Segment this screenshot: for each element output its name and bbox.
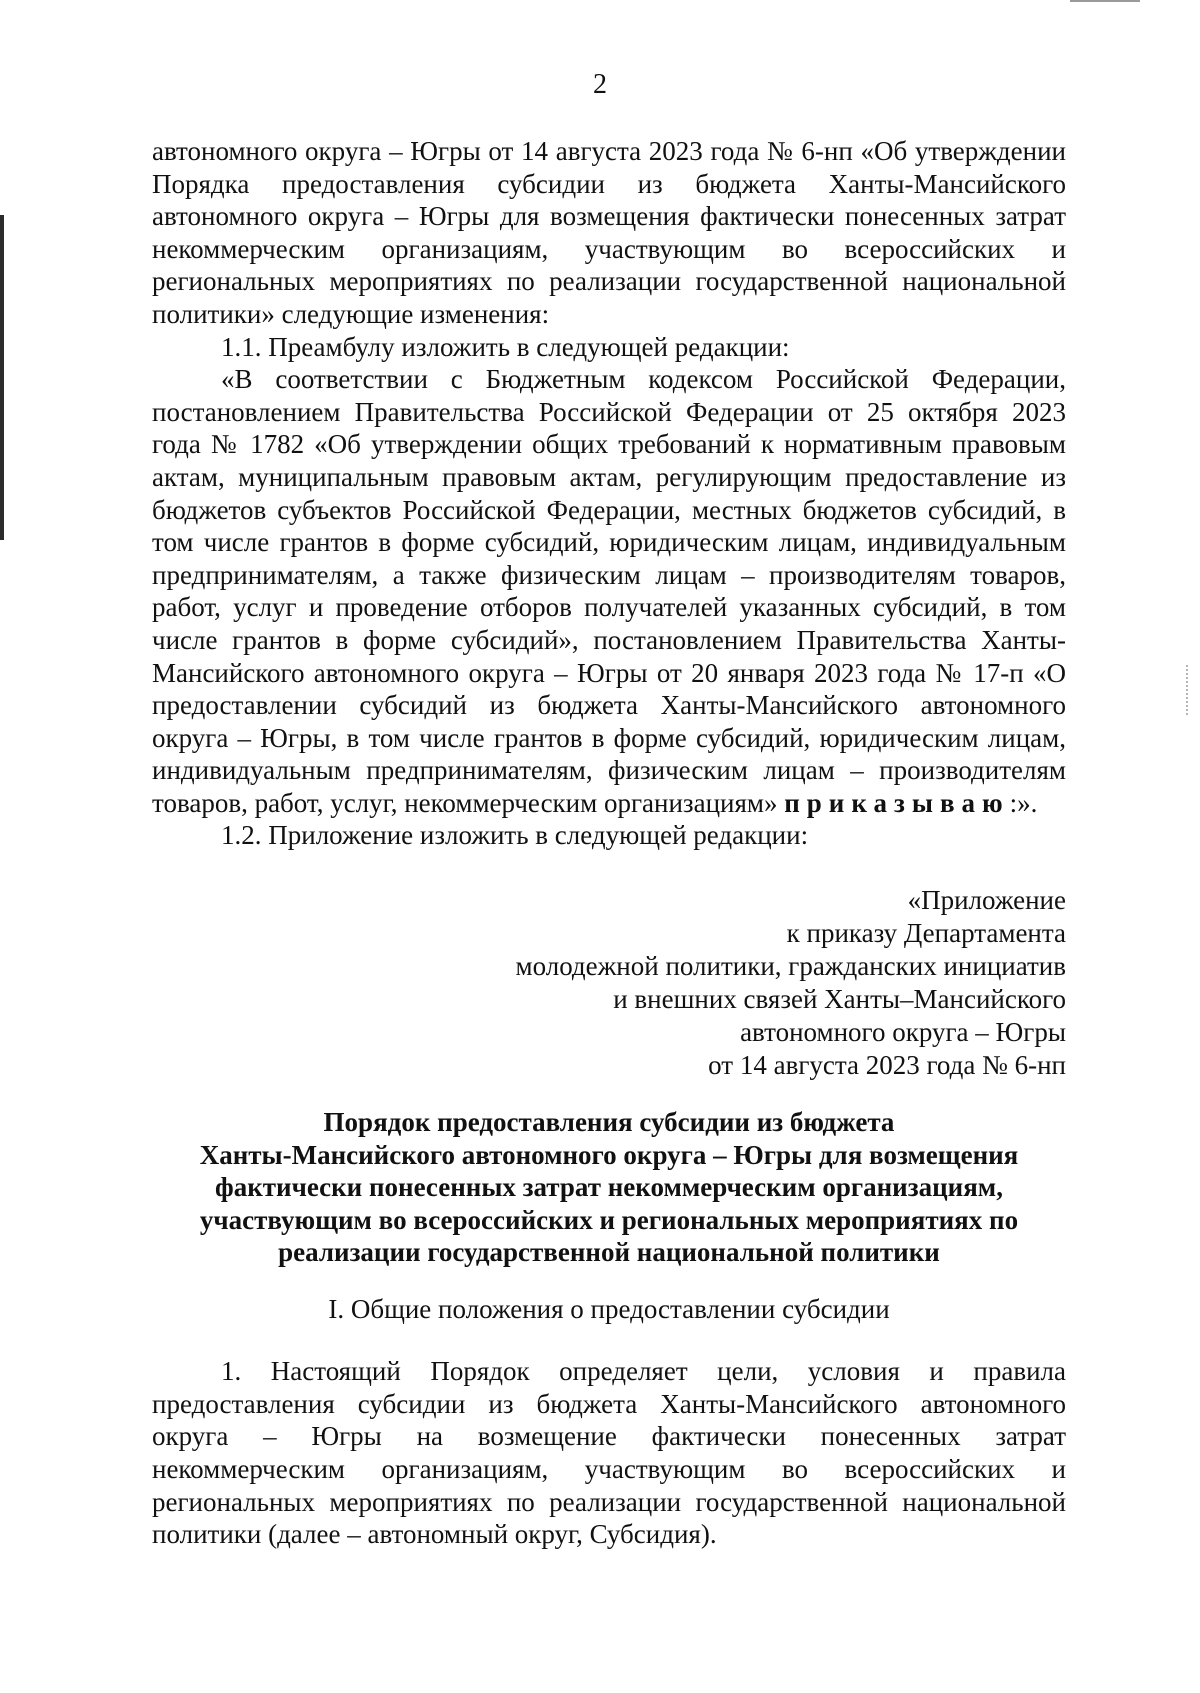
annex-line: и внешних связей Ханты–Мансийского bbox=[613, 984, 1066, 1015]
amendment-intro-paragraph: автономного округа – Югры от 14 августа 2023 года № 6-нп «Об утверждении Порядка предоставления субсидии из бюджета Ханты-Мансийского автономного округа – Югры для возмещения фактически понесенных затрат некоммерческим организациям, участвующим во всероссийских и региональных мероприятиях по реализации государственной национальной политики» следующие изменения: bbox=[152, 136, 1066, 329]
scan-edge-mark-top bbox=[1070, 0, 1140, 2]
order-word: приказываю bbox=[784, 787, 1010, 818]
title-line: Порядок предоставления субсидии из бюджета bbox=[323, 1107, 895, 1138]
scan-edge-mark-right bbox=[1186, 665, 1190, 715]
annex-line: от 14 августа 2023 года № 6-нп bbox=[708, 1050, 1066, 1081]
document-body bbox=[152, 135, 1066, 1551]
document-title bbox=[152, 1106, 1066, 1269]
annex-line: автономного округа – Югры bbox=[740, 1017, 1066, 1048]
title-line: Ханты-Мансийского автономного округа – Югры для возмещения bbox=[199, 1139, 1019, 1170]
title-line: фактически понесенных затрат некоммерческим организациям, bbox=[215, 1172, 1003, 1203]
title-line: реализации государственной национальной политики bbox=[278, 1237, 940, 1268]
item-1-1-paragraph: 1.1. Преамбулу изложить в следующей редакции: bbox=[221, 331, 790, 362]
page-number: 2 bbox=[593, 69, 607, 100]
annex-line: «Приложение bbox=[907, 885, 1066, 916]
scan-edge-mark-left bbox=[0, 215, 4, 540]
title-line: участвующим во всероссийских и региональных мероприятиях по bbox=[199, 1204, 1019, 1235]
section-heading: I. Общие положения о предоставлении субсидии bbox=[328, 1293, 890, 1324]
annex-header bbox=[152, 884, 1066, 1082]
preamble-text: «В соответствии с Бюджетным кодексом Российской Федерации, постановлением Правительства Российской Федерации от 25 октября 2023 года № 1782 «Об утверждении общих требований к нормативным правовым актам, муниципальным правовым актам, регулирующим предоставление из бюджетов субъектов Российской Федерации, местных бюджетов субсидий, в том числе грантов в форме субсидий, юридическим лицам, индивидуальным предпринимателям, а также физическим лицам – производителям товаров, работ, услуг и проведение отборов получателей указанных субсидий, в том числе грантов в форме субсидий», постановлением Правительства Ханты-Мансийского автономного округа – Югры от 20 января 2023 года № 17-п «О предоставлении субсидий из бюджета Ханты-Мансийского автономного округа – Югры, в том числе грантов в форме субсидий, юридическим лицам, индивидуальным предпринимателям, физическим лицам – производителям товаров, работ, услуг, некоммерческим организациям» bbox=[152, 364, 1066, 818]
item-1-2-paragraph: 1.2. Приложение изложить в следующей редакции: bbox=[221, 820, 809, 851]
annex-line: к приказу Департамента bbox=[786, 918, 1066, 949]
preamble-paragraph bbox=[152, 363, 1066, 819]
paragraph-1: 1. Настоящий Порядок определяет цели, условия и правила предоставления субсидии из бюджета Ханты-Мансийского автономного округа – Югры на возмещение фактически понесенных затрат некоммерческим организациям, участвующим во всероссийских и региональных мероприятиях по реализации государственной национальной политики (далее – автономный округ, Субсидия). bbox=[152, 1356, 1066, 1550]
preamble-end: :». bbox=[1009, 787, 1038, 818]
annex-line: молодежной политики, гражданских инициатив bbox=[515, 951, 1066, 982]
